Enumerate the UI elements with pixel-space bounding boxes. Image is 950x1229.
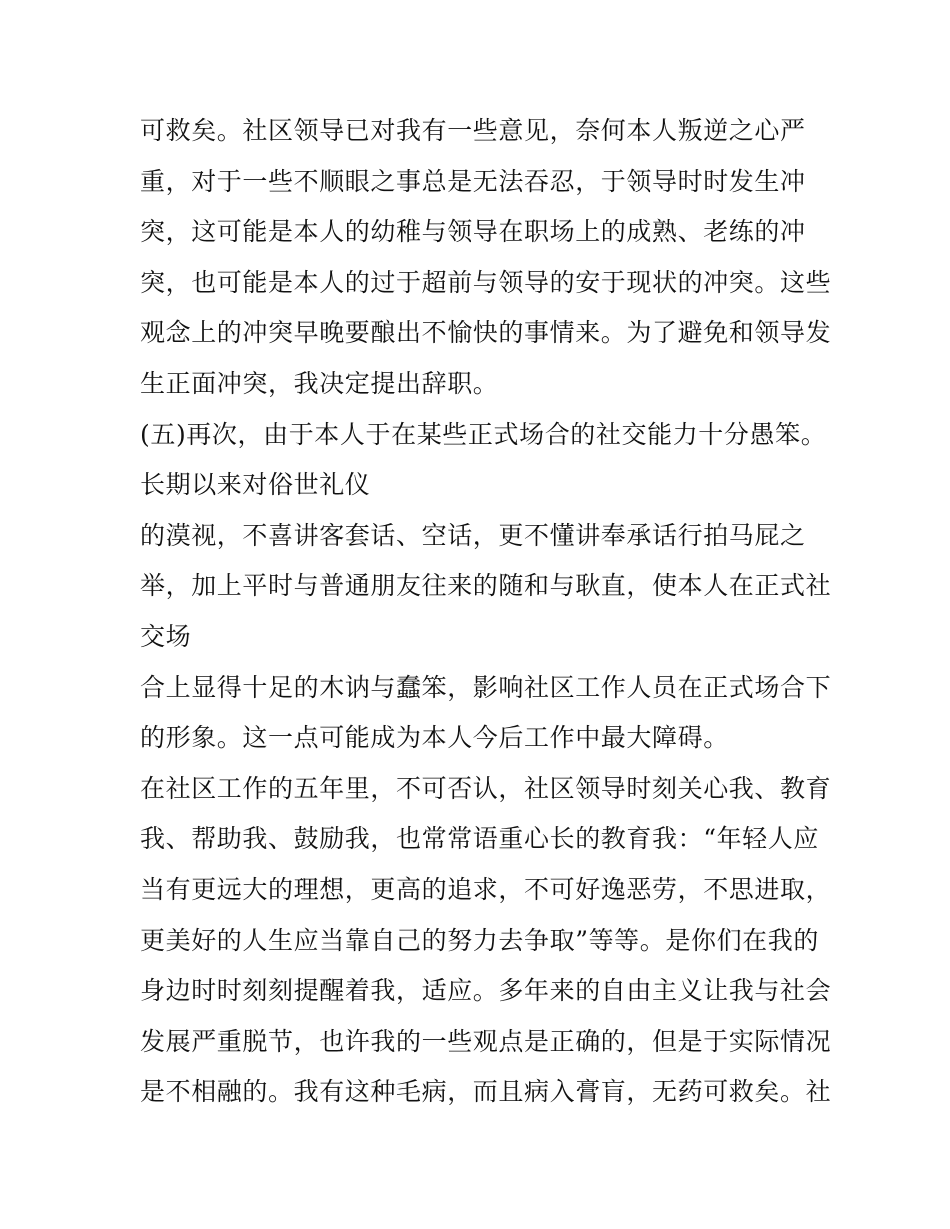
- text-line: 在社区工作的五年里，不可否认，社区领导时刻关心我、教育: [140, 773, 832, 803]
- text-line: 更美好的人生应当靠自己的努力去争取”等等。是你们在我的: [140, 925, 819, 955]
- text-line: 观念上的冲突早晚要酿出不愉快的事情来。为了避免和领导发: [140, 318, 832, 348]
- text-line: 举，加上平时与普通朋友往来的随和与耿直，使本人在正式社: [140, 571, 832, 601]
- text-line: 可救矣。社区领导已对我有一些意见，奈何本人叛逆之心严: [140, 116, 806, 145]
- text-line: 突，也可能是本人的过于超前与领导的安于现状的冲突。这些: [140, 267, 832, 297]
- text-line: 合上显得十足的木讷与蠢笨，影响社区工作人员在正式场合下: [140, 672, 832, 702]
- text-line: 交场: [140, 621, 192, 651]
- text-line: 长期以来对俗世礼仪: [140, 470, 371, 500]
- text-line: 的漠视，不喜讲客套话、空话，更不懂讲奉承话行拍马屁之: [140, 520, 806, 550]
- text-line: 的形象。这一点可能成为本人今后工作中最大障碍。: [140, 723, 729, 753]
- body-text: [140, 106, 830, 1118]
- text-line: 身边时时刻刻提醒着我，适应。多年来的自由主义让我与社会: [140, 976, 832, 1006]
- text-line: 当有更远大的理想，更高的追求，不可好逸恶劳，不思进取，: [140, 874, 832, 904]
- text-line: 是不相融的。我有这种毛病，而且病入膏肓，无药可救矣。社: [140, 1077, 832, 1107]
- text-line: 我、帮助我、鼓励我，也常常语重心长的教育我：“年轻人应: [140, 824, 819, 854]
- text-line: 生正面冲突，我决定提出辞职。: [140, 368, 499, 398]
- text-line: 突，这可能是本人的幼稚与领导在职场上的成熟、老练的冲: [140, 217, 806, 247]
- text-line: (五)再次，由于本人于在某些正式场合的社交能力十分愚笨。: [140, 419, 827, 449]
- text-line: 重，对于一些不顺眼之事总是无法吞忍，于领导时时发生冲: [140, 166, 806, 196]
- text-line: 发展严重脱节，也许我的一些观点是正确的，但是于实际情况: [140, 1026, 832, 1056]
